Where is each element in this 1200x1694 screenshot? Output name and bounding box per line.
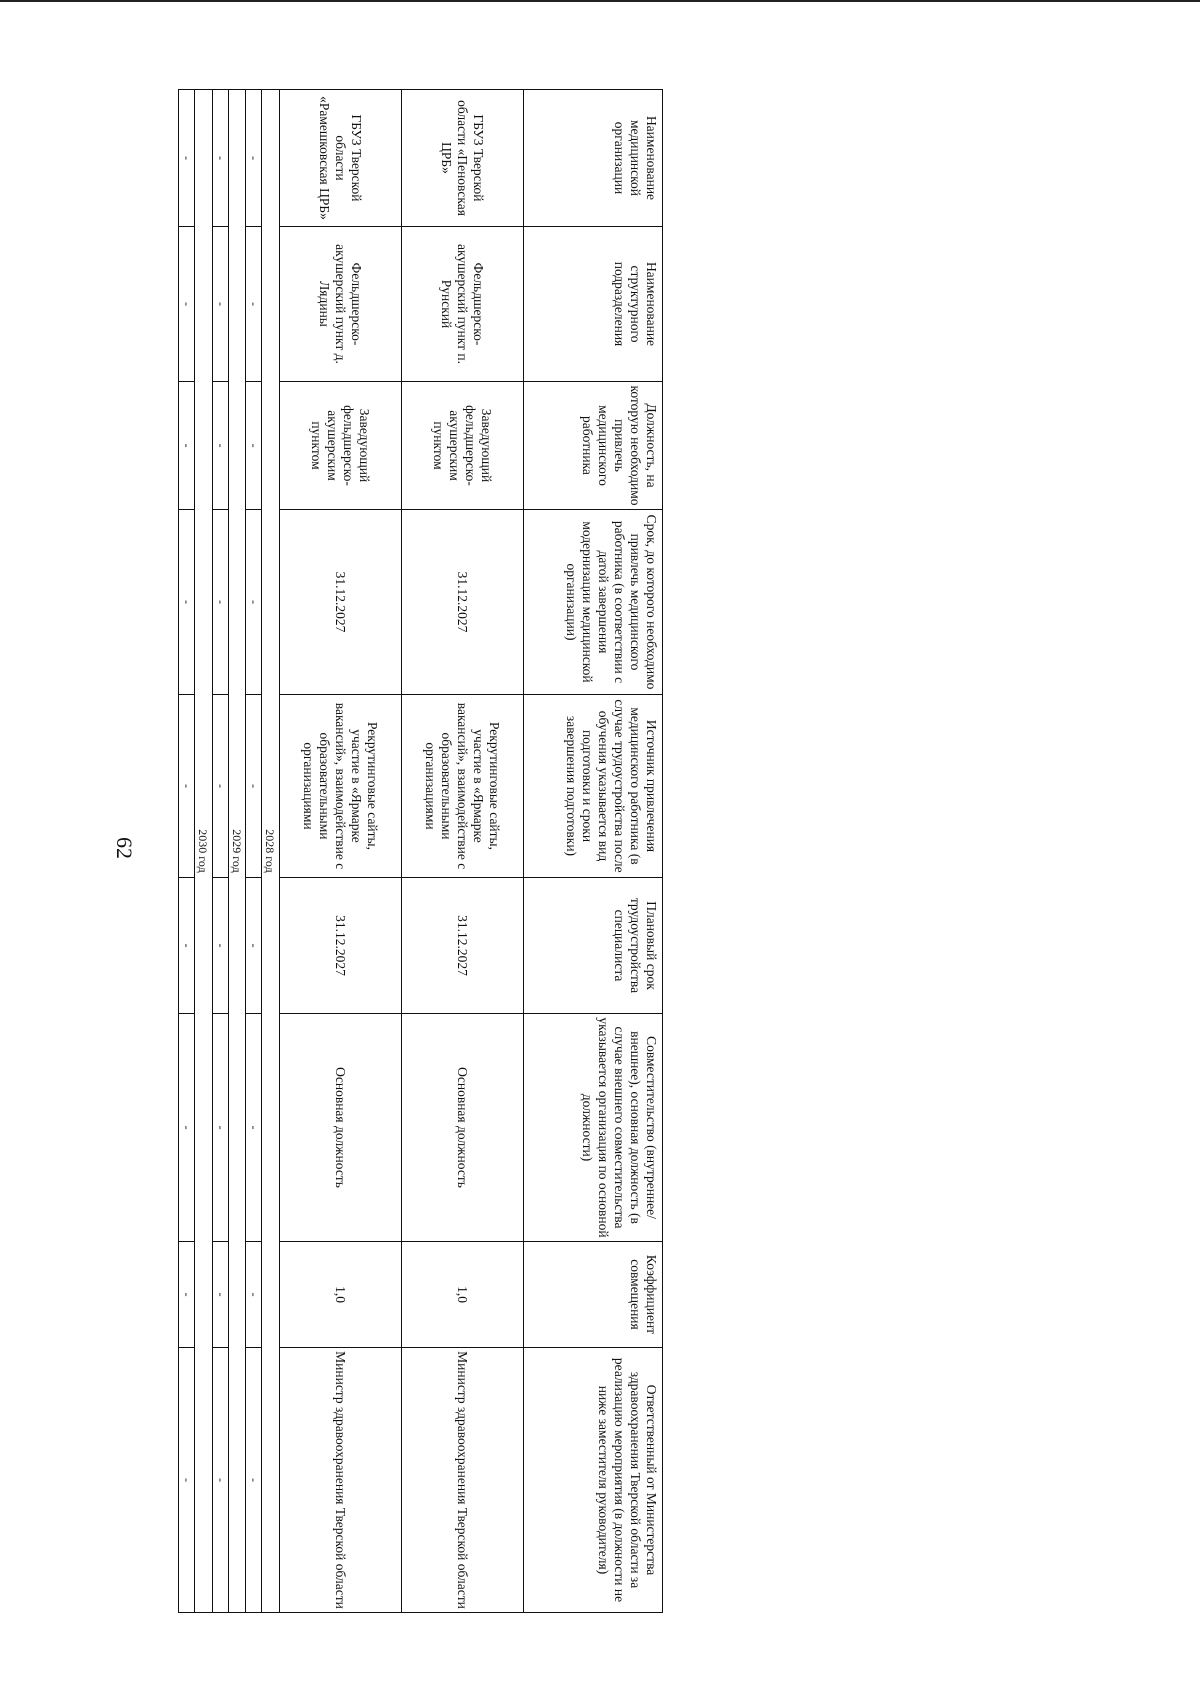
year-label-2028: 2028 год	[262, 90, 279, 1613]
cell-dash: -	[246, 382, 262, 510]
cell-dash: -	[246, 227, 262, 382]
cell-combination: Основная должность	[401, 1014, 523, 1242]
cell-dash: -	[246, 695, 262, 878]
cell-dash: -	[179, 510, 195, 695]
header-source: Источник привлечения медицинского работника (в случае трудоустройства после обучения указывается вид подготовки и сроки завершения подготовки)	[524, 695, 663, 878]
table-row	[246, 90, 262, 1613]
year-row-2029	[228, 90, 245, 1613]
year-label-2030: 2030 год	[195, 90, 212, 1613]
cell-dash: -	[179, 1348, 195, 1613]
year-label-2029: 2029 год	[228, 90, 245, 1613]
cell-dash: -	[246, 878, 262, 1014]
cell-dash: -	[246, 1014, 262, 1242]
cell-dash: -	[246, 1242, 262, 1348]
cell-dash: -	[246, 510, 262, 695]
cell-dash: -	[212, 1242, 228, 1348]
cell-responsible: Министр здравоохранения Тверской области	[279, 1348, 401, 1613]
header-coefficient: Коэффициент совмещения	[524, 1242, 663, 1348]
cell-dash: -	[179, 1242, 195, 1348]
table-row	[179, 90, 195, 1613]
cell-planned: 31.12.2027	[279, 878, 401, 1014]
page-number: 62	[112, 837, 137, 859]
cell-dash: -	[212, 510, 228, 695]
cell-dash: -	[212, 90, 228, 227]
cell-dash: -	[179, 90, 195, 227]
cell-planned: 31.12.2027	[401, 878, 523, 1014]
scan-edge	[0, 0, 1200, 2]
cell-deadline: 31.12.2027	[401, 510, 523, 695]
header-deadline: Срок, до которого необходимо привлечь медицинского работника (в соответствии с датой завершения модернизации медицинской организации)	[524, 510, 663, 695]
cell-dash: -	[212, 227, 228, 382]
header-position: Должность, на которую необходимо привлечь медицинского работника	[524, 382, 663, 510]
cell-org: ГБУЗ Тверской области «Пеновская ЦРБ»	[401, 90, 523, 227]
cell-dash: -	[179, 382, 195, 510]
cell-dash: -	[246, 1348, 262, 1613]
cell-dash: -	[179, 695, 195, 878]
header-responsible: Ответственный от Министерства здравоохранения Тверской области за реализацию мероприятия (в должности не ниже заместителя руководителя)	[524, 1348, 663, 1613]
header-org: Наименование медицинской организации	[524, 90, 663, 227]
header-row	[524, 90, 663, 1613]
cell-org: ГБУЗ Тверской области «Рамешковская ЦРБ»	[279, 90, 401, 227]
cell-dash: -	[246, 90, 262, 227]
year-row-2030	[195, 90, 212, 1613]
cell-dash: -	[179, 878, 195, 1014]
table-row	[401, 90, 523, 1613]
cell-unit: Фельдшерско-акушерский пункт д. Лядины	[279, 227, 401, 382]
cell-deadline: 31.12.2027	[279, 510, 401, 695]
cell-position: Заведующий фельдшерско-акушерским пунктом	[279, 382, 401, 510]
cell-dash: -	[212, 1014, 228, 1242]
cell-source: Рекрутинговые сайты, участие в «Ярмарке вакансий», взаимодействие с образовательными организациями	[401, 695, 523, 878]
staffing-table	[178, 89, 663, 1613]
cell-coefficient: 1,0	[401, 1242, 523, 1348]
cell-source: Рекрутинговые сайты, участие в «Ярмарке вакансий», взаимодействие с образовательными организациями	[279, 695, 401, 878]
table-row	[279, 90, 401, 1613]
year-row-2028	[262, 90, 279, 1613]
cell-dash: -	[179, 1014, 195, 1242]
cell-dash: -	[212, 695, 228, 878]
cell-coefficient: 1,0	[279, 1242, 401, 1348]
header-unit: Наименование структурного подразделения	[524, 227, 663, 382]
header-planned: Плановый срок трудоустройства специалиста	[524, 878, 663, 1014]
cell-position: Заведующий фельдшерско-акушерским пунктом	[401, 382, 523, 510]
cell-unit: Фельдшерско-акушерский пункт п. Рунский	[401, 227, 523, 382]
cell-dash: -	[179, 227, 195, 382]
cell-responsible: Министр здравоохранения Тверской области	[401, 1348, 523, 1613]
table-container	[178, 89, 663, 1612]
cell-dash: -	[212, 878, 228, 1014]
cell-combination: Основная должность	[279, 1014, 401, 1242]
cell-dash: -	[212, 382, 228, 510]
table-row	[212, 90, 228, 1613]
header-combination: Совместительство (внутреннее/внешнее), основная должность (в случае внешнего совместительства указывается организация по основной должности)	[524, 1014, 663, 1242]
cell-dash: -	[212, 1348, 228, 1613]
